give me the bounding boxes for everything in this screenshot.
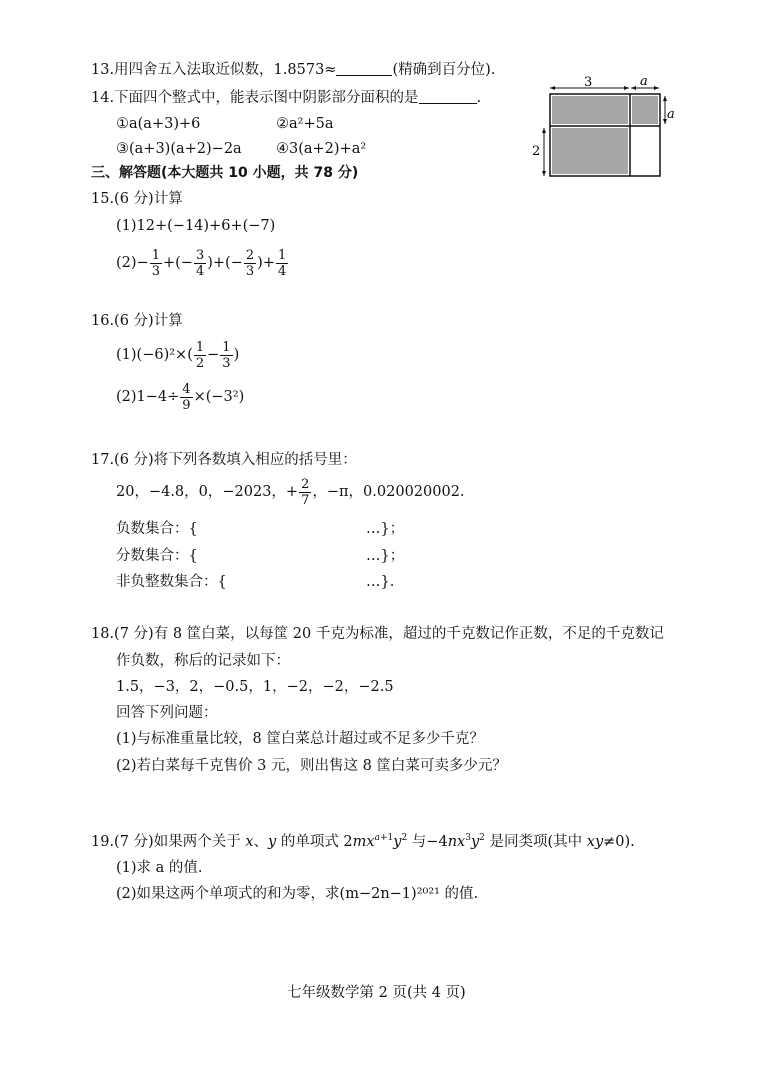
q18-data: 1.5，−3，2，−0.5，1，−2，−2，−2.5	[116, 679, 394, 695]
q13-answer-blank[interactable]	[336, 61, 392, 76]
arrow-head	[542, 128, 546, 133]
q18-line-1: 18.(7 分)有 8 筐白菜，以每筐 20 千克为标准，超过的千克数记作正数，不足的千克数记	[91, 626, 664, 642]
q17-set-fraction-end: …}；	[366, 548, 405, 564]
q18-part-1: (1)与标准重量比较，8 筐白菜总计超过或不足多少千克？	[116, 731, 484, 747]
q15-title: 15.(6 分)计算	[91, 191, 183, 207]
q16-part-2	[116, 380, 244, 414]
q14-option-2[interactable]	[276, 114, 333, 134]
section-3-title: 三、解答题(本大题共 10 小题，共 78 分)	[91, 165, 359, 181]
arrow-head	[663, 96, 667, 101]
q16-title: 16.(6 分)计算	[91, 313, 183, 329]
question-13	[91, 60, 495, 80]
q19-part-1: (1)求 a 的值.	[116, 860, 203, 876]
q16-part-1: (1)(−6)²×( $\frac{1}{2}$ − $\frac{1}{3}$ )	[116, 339, 240, 371]
fraction: $\frac{2}{7}$	[301, 476, 310, 508]
q19-part-2: (2)如果这两个单项式的和为零，求(m−2n−1)²⁰²¹ 的值.	[116, 886, 479, 902]
q14-option-3[interactable]	[116, 139, 242, 159]
q17-set-fraction[interactable]	[116, 546, 198, 566]
arrow-head	[631, 86, 636, 90]
q16-part-2-suffix: ×(−3²)	[193, 389, 245, 405]
arrow-head	[624, 86, 629, 90]
q16-part-1-prefix: (1)(−6)²×(	[116, 347, 193, 363]
q18-prompt: 回答下列问题：	[116, 705, 218, 721]
q14-period: .	[476, 90, 482, 106]
q14-option-4-text: ④3(a+2)+a²	[276, 141, 367, 157]
shaded-region-top-left	[552, 96, 628, 124]
question-14	[91, 88, 481, 108]
label-a-top: a	[640, 74, 648, 89]
q17-numbers-a: 20，−4.8，0，−2023，+	[116, 484, 299, 500]
fraction: $\frac{3}{4}$	[195, 247, 205, 279]
q17-set-nonneg-int[interactable]	[116, 572, 227, 592]
q14-option-1-text: ①a(a+3)+6	[116, 116, 201, 132]
q15-part-2-prefix: (2)−	[116, 255, 149, 271]
q17-set-negative[interactable]	[116, 519, 198, 539]
arrow-head	[550, 86, 555, 90]
label-3: 3	[584, 75, 593, 90]
fraction: $\frac{2}{3}$	[245, 247, 255, 279]
q14-text: 14.下面四个整式中，能表示图中阴影部分面积的是	[91, 90, 419, 106]
q15-part-2: (2)− $\frac{1}{3}$ +(− $\frac{3}{4}$ )+(− $\frac{2}{3}$ )+ $\frac{1}{4}$	[116, 247, 287, 279]
q14-option-2-text: ②a²+5a	[276, 116, 334, 132]
q15-part-1: (1)12+(−14)+6+(−7)	[116, 218, 276, 234]
arrow-head	[542, 171, 546, 176]
q16-part-2-prefix: (2)1−4÷	[116, 389, 180, 405]
fraction: $\frac{4}{9}$	[182, 381, 191, 413]
set-label: 负数集合：{	[116, 521, 198, 537]
fraction: $\frac{1}{4}$	[277, 247, 287, 279]
q17-set-nonneg-int-end: …}.	[366, 574, 395, 590]
q13-text: 13.用四舍五入法取近似数，1.8573≈	[91, 62, 337, 78]
q17-numbers-b: ，−π，0.020020002.	[312, 484, 465, 500]
shaded-region-bottom-left	[552, 128, 628, 174]
label-2: 2	[532, 144, 541, 159]
page-footer: 七年级数学第 2 页(共 4 页)	[287, 985, 466, 1001]
set-label: 分数集合：{	[116, 548, 198, 564]
label-a-right: a	[667, 107, 675, 122]
q13-text-end: (精确到百分位).	[392, 62, 496, 78]
q17-title: 17.(6 分)将下列各数填入相应的括号里：	[91, 452, 357, 468]
fraction: $\frac{1}{2}$	[195, 339, 205, 371]
q14-figure	[528, 72, 678, 182]
q14-option-3-text: ③(a+3)(a+2)−2a	[116, 141, 242, 157]
q17-set-negative-end: …}；	[366, 521, 405, 537]
q18-part-2: (2)若白菜每千克售价 3 元，则出售这 8 筐白菜可卖多少元？	[116, 758, 507, 774]
arrow-head	[654, 86, 659, 90]
q18-line-2: 作负数，称后的记录如下：	[116, 653, 290, 669]
fraction: $\frac{1}{3}$	[222, 339, 231, 371]
q14-option-1[interactable]	[116, 114, 200, 134]
q19-line-1: 19.(7 分)如果两个关于 x、y 的单项式 $2mx^{a+1}y^2$ 与$-4nx^3y^2$ 是同类项(其中 xy≠0).	[91, 833, 635, 850]
set-label: 非负整数集合：{	[116, 574, 227, 590]
q14-answer-blank[interactable]	[419, 89, 477, 104]
q14-option-4[interactable]	[276, 139, 366, 159]
q17-numbers	[116, 475, 465, 509]
shaded-region-top-right	[632, 96, 658, 124]
fraction: $\frac{1}{3}$	[151, 247, 160, 279]
